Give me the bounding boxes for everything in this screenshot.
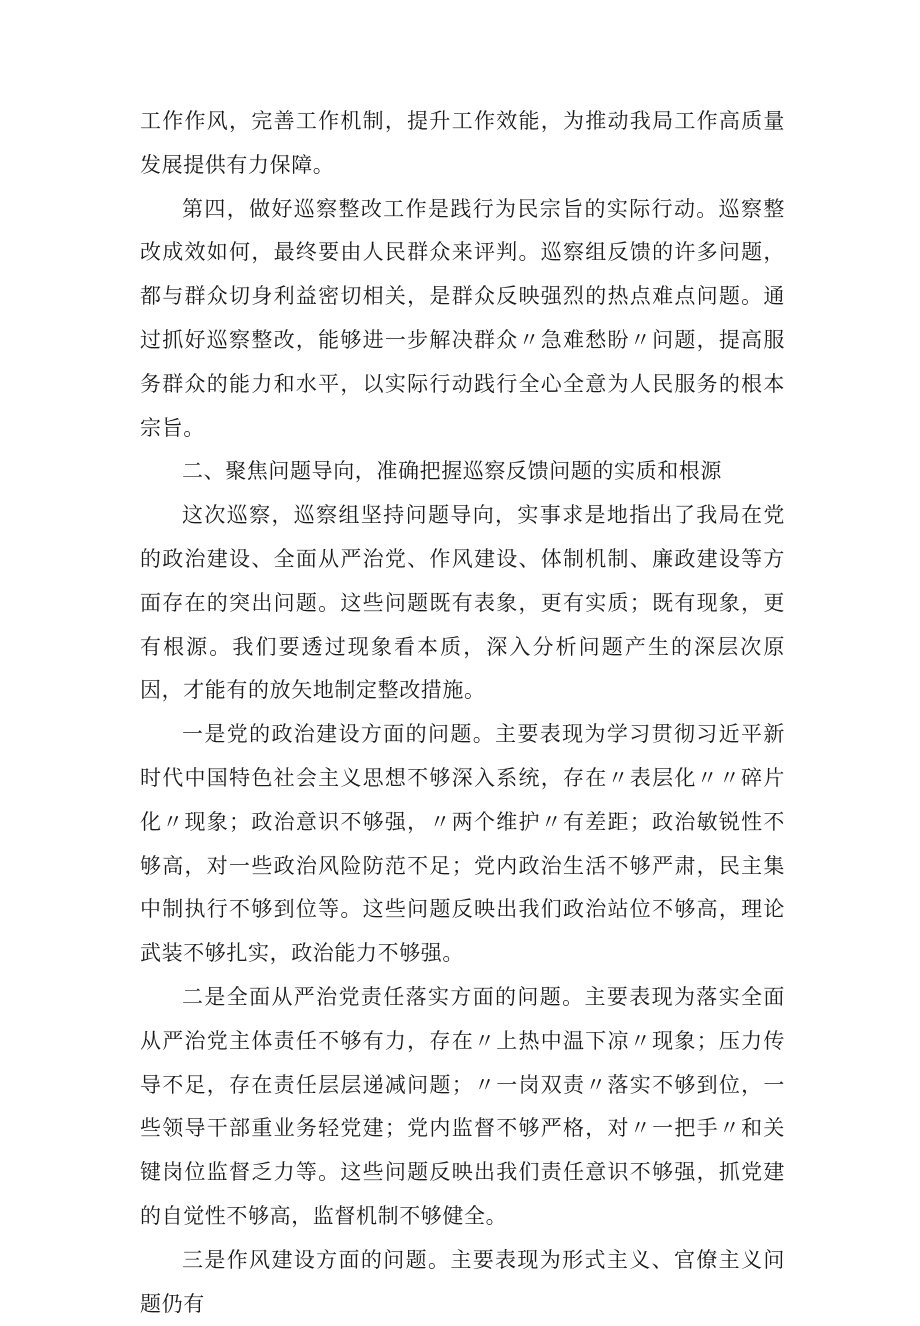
- section-heading: 二、聚焦问题导向，准确把握巡察反馈问题的实质和根源: [182, 459, 722, 484]
- paragraph-fourth-point: 第四，做好巡察整改工作是践行为民宗旨的实际行动。巡察整改成效如何，最终要由人民群众来评判。巡察组反馈的许多问题，都与群众切身利益密切相关，是群众反映强烈的热点难点问题。通过抓好巡察整改，能够进一步解决群众〃急难愁盼〃问题，提高服务群众的能力和水平，以实际行动践行全心全意为人民服务的根本宗旨。: [140, 196, 785, 440]
- paragraph-inspection-overview: 这次巡察，巡察组坚持问题导向，实事求是地指出了我局在党的政治建设、全面从严治党、作风建设、体制机制、廉政建设等方面存在的突出问题。这些问题既有表象，更有实质；既有现象，更有根源。我们要透过现象看本质，深入分析问题产生的深层次原因，才能有的放矢地制定整改措施。: [140, 503, 785, 703]
- paragraph-party-governance: 二是全面从严治党责任落实方面的问题。主要表现为落实全面从严治党主体责任不够有力，存在〃上热中温下凉〃现象；压力传导不足，存在责任层层递减问题；〃一岗双责〃落实不够到位，一些领导干部重业务轻党建；党内监督不够严格，对〃一把手〃和关键岗位监督乏力等。这些问题反映出我们责任意识不够强，抓党建的自觉性不够高，监督机制不够健全。: [140, 984, 785, 1228]
- paragraph-work-style: 三是作风建设方面的问题。主要表现为形式主义、官僚主义问题仍有: [140, 1247, 785, 1316]
- document-page: [140, 100, 785, 1326]
- paragraph-continuation: 工作作风，完善工作机制，提升工作效能，为推动我局工作高质量发展提供有力保障。: [140, 109, 785, 177]
- paragraph-political-construction: 一是党的政治建设方面的问题。主要表现为学习贯彻习近平新时代中国特色社会主义思想不够深入系统，存在〃表层化〃〃碎片化〃现象；政治意识不够强，〃两个维护〃有差距；政治敏锐性不够高，对一些政治风险防范不足；党内政治生活不够严肃，民主集中制执行不够到位等。这些问题反映出我们政治站位不够高，理论武装不够扎实，政治能力不够强。: [140, 722, 785, 966]
